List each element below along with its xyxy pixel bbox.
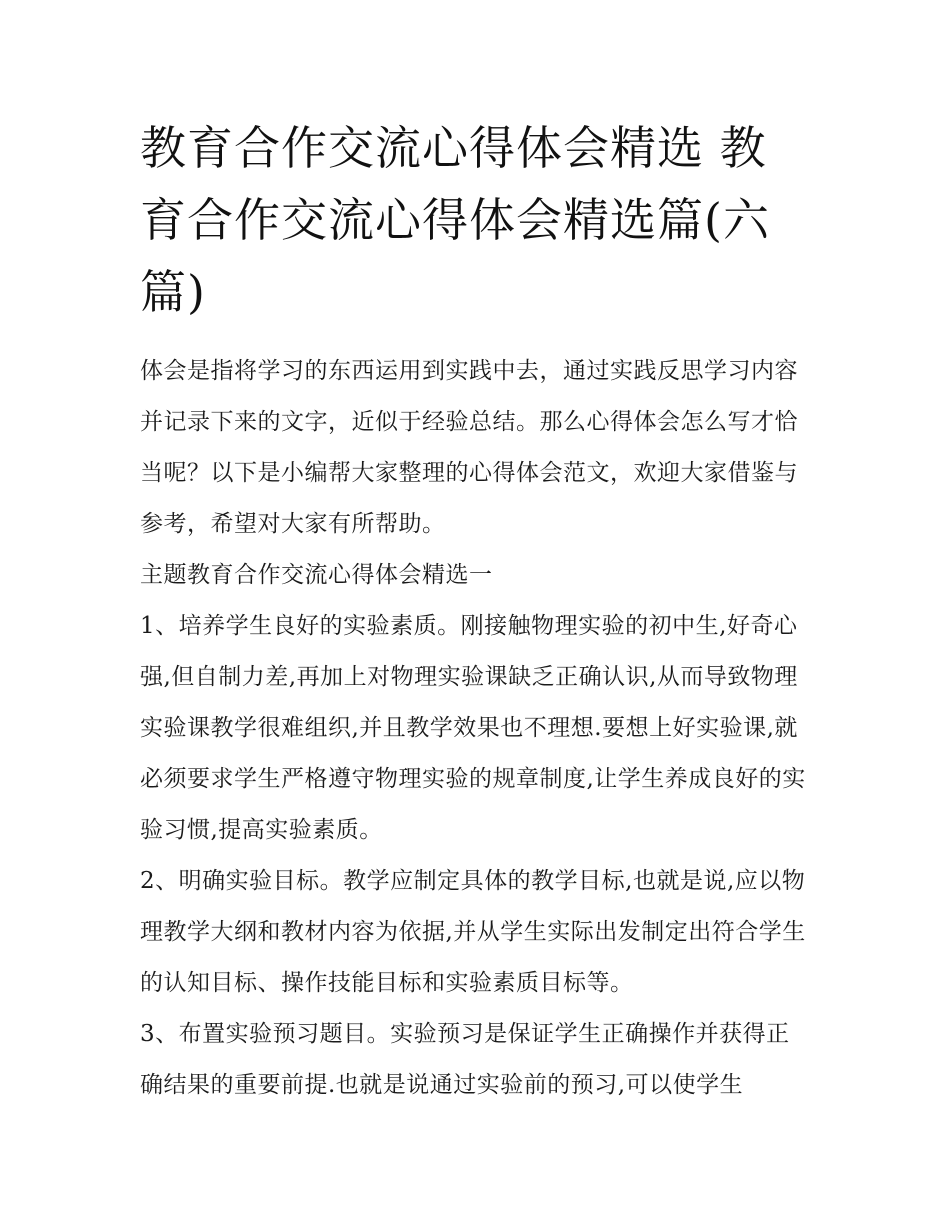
- intro-paragraph: 体会是指将学习的东西运用到实践中去，通过实践反思学习内容并记录下来的文字，近似于经验总结。那么心得体会怎么写才恰当呢？以下是小编帮大家整理的心得体会范文，欢迎大家借鉴与参考，希望对大家有所帮助。: [140, 358, 798, 537]
- body-paragraph-1: 1、培养学生良好的实验素质。刚接触物理实验的初中生,好奇心强,但自制力差,再加上对物理实验课缺乏正确认识,从而导致物理实验课教学很难组织,并且教学效果也不理想.要想上好实验课,就必须要求学生严格遵守物理实验的规章制度,让学生养成良好的实验习惯,提高实验素质。: [140, 613, 806, 843]
- document-title: 教育合作交流心得体会精选 教育合作交流心得体会精选篇(六篇): [140, 121, 770, 319]
- body-paragraph-2: 2、明确实验目标。教学应制定具体的教学目标,也就是说,应以物理教学大纲和教材内容为依据,并从学生实际出发制定出符合学生的认知目标、操作技能目标和实验素质目标等。: [140, 868, 806, 996]
- section-heading: 主题教育合作交流心得体会精选一: [140, 562, 493, 588]
- document-page: [140, 112, 812, 1111]
- body-paragraph-3: 3、布置实验预习题目。实验预习是保证学生正确操作并获得正确结果的重要前提.也就是说通过实验前的预习,可以使学生: [140, 1021, 790, 1098]
